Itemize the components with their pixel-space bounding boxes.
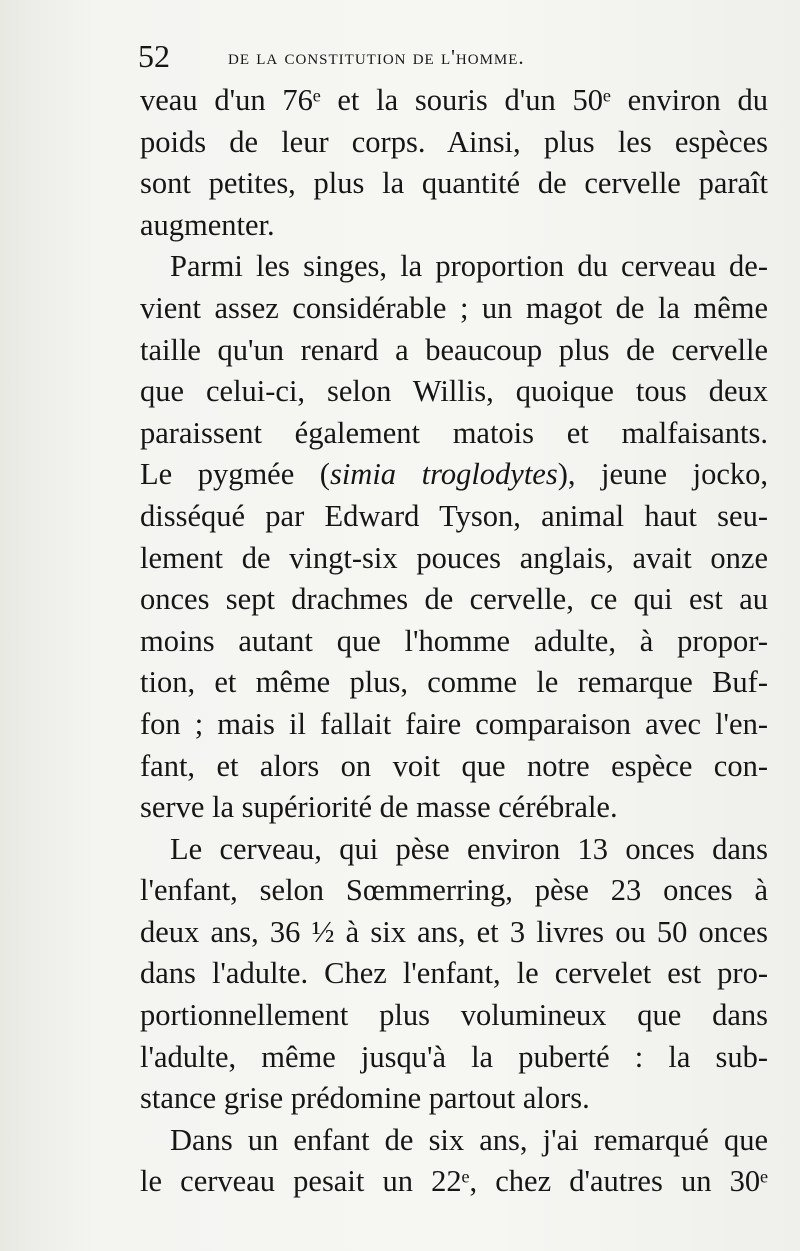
text-line: fant, et alors on voit que notre espèce con- (140, 748, 768, 783)
text-line: l'adulte, même jusqu'à la puberté : la sub- (140, 1039, 768, 1074)
text-line: deux ans, 36 ½ à six ans, et 3 livres ou 50 onces (140, 914, 768, 949)
text-line: Le cerveau, qui pèse environ 13 onces dans (170, 831, 768, 866)
page-number: 52 (138, 38, 170, 74)
text-line: Le pygmée (simia troglodytes), jeune jocko, (140, 457, 769, 492)
page-header (138, 36, 778, 76)
text-line: fon ; mais il fallait faire comparaison avec l'en- (140, 706, 768, 741)
text-line: lement de vingt-six pouces anglais, avait onze (140, 540, 768, 575)
text-line: taille qu'un renard a beaucoup plus de cervelle (140, 332, 768, 367)
text-line: moins autant que l'homme adulte, à propor- (140, 623, 768, 658)
text-line: Parmi les singes, la proportion du cerveau de- (170, 249, 768, 284)
text-line: augmenter. (140, 207, 275, 242)
text-line: dans l'adulte. Chez l'enfant, le cervelet est pro- (140, 956, 768, 991)
text-line: l'enfant, selon Sœmmerring, pèse 23 onces à (140, 873, 768, 908)
text-line: vient assez considérable ; un magot de la même (140, 290, 768, 325)
text-line: le cerveau pesait un 22ᵉ, chez d'autres un 30ᵉ (140, 1164, 768, 1199)
text-line: que celui-ci, selon Willis, quoique tous deux (140, 374, 768, 409)
text-line: serve la supériorité de masse cérébrale. (140, 790, 618, 825)
text-line: sont petites, plus la quantité de cervelle paraît (140, 166, 768, 201)
text-line: poids de leur corps. Ainsi, plus les espèces (140, 124, 768, 159)
text-line: paraissent également matois et malfaisants. (140, 415, 768, 450)
species-name: simia troglodytes (329, 457, 558, 492)
text-line: onces sept drachmes de cervelle, ce qui est au (140, 582, 768, 617)
text-line: veau d'un 76ᵉ et la souris d'un 50ᵉ environ du (140, 83, 768, 117)
running-title: de la constitution de l'homme. (228, 45, 525, 69)
text-line: disséqué par Edward Tyson, animal haut seu- (140, 498, 768, 533)
text-line: portionnellement plus volumineux que dans (140, 998, 768, 1033)
body-text (140, 80, 768, 1203)
text-line: stance grise prédomine partout alors. (140, 1081, 590, 1116)
text-line: Dans un enfant de six ans, j'ai remarqué que (170, 1122, 768, 1157)
text-line: tion, et même plus, comme le remarque Buf- (140, 665, 768, 700)
